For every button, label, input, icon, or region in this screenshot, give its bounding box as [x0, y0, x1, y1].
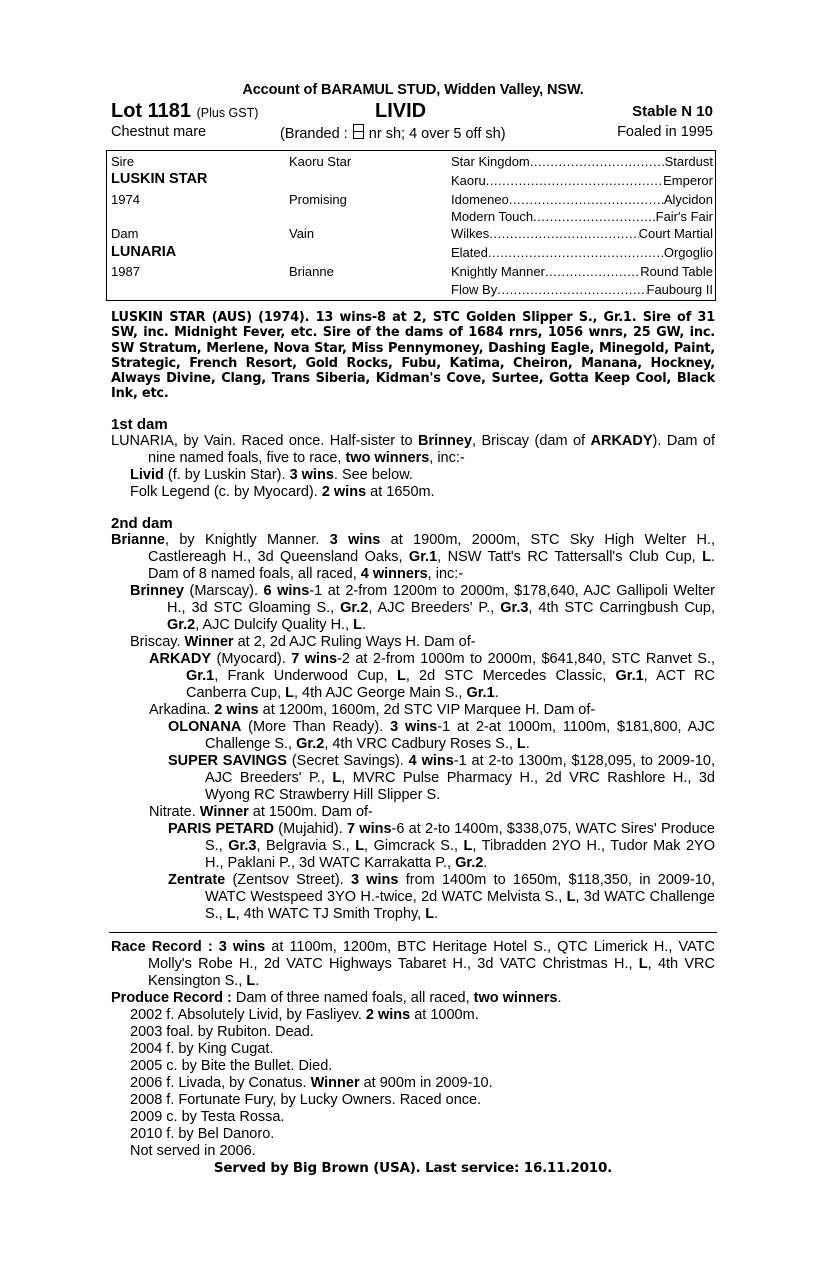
gen3-1-dam: Stardust [664, 154, 713, 169]
sire-dam: Promising [289, 192, 347, 207]
brand-prefix: (Branded : [280, 126, 348, 142]
horse-briscay: Briscay. [130, 633, 185, 650]
grade: L [702, 548, 711, 565]
text: (More Than Ready). [241, 718, 391, 735]
sire-summary: LUSKIN STAR (AUS) (1974). 13 wins-8 at 2, STC Golden Slipper S., Gr.1. Sire of 31 SW, inc. Midnight Fever, etc. Sire of the dams of 1684 rnrs, 1056 wnrs, 25 GW, inc. SW Stratum, Merlene, Nova Star, Miss Pennymoney, Dashing Eagle, Minegold, Paint, Strategic, French Resort, Gold Rocks, Fubu, Katima, Cheiron, Manana, Hockney, Always Divine, Clang, Trans Siberia, Kidman's Cove, Surtee, Gotta Keep Cool, Black Ink, etc. [111, 310, 715, 402]
brand-info [280, 124, 506, 142]
grade: L [396, 667, 406, 684]
horse-brinney: Brinney [418, 432, 473, 449]
text: , Tibradden 2YO H., Tudor Mak 2YO H., Paklani P., 3d WATC Karrakatta P., [205, 837, 715, 871]
text: (Secret Savings). [286, 752, 409, 769]
list-item [111, 467, 715, 484]
text: , Frank Underwood Cup, [214, 667, 397, 684]
sire-sire: Kaoru Star [289, 154, 352, 169]
dam-label: Dam [111, 226, 139, 241]
horse-nitrate: Nitrate. [149, 803, 200, 820]
gen3-2-dam: Emperor [663, 173, 713, 188]
text: , 3d WATC Challenge S., [205, 888, 715, 922]
wins: 3 wins [329, 531, 381, 548]
text: -6 at 2-to 1400m, $338,075, WATC Sires' Produce S., [205, 820, 715, 854]
grade: L [285, 684, 294, 701]
text: . [557, 989, 562, 1006]
grade: L [566, 888, 576, 905]
text: -1 at 2-to 1300m, $128,095, to 2009-10, AJC Breeders' P., [205, 752, 715, 786]
arkadina-para [111, 702, 715, 719]
text: . [362, 616, 367, 633]
text: . [494, 684, 499, 701]
foaled-year: Foaled in 1995 [617, 124, 713, 140]
pedigree-gen3-6 [451, 245, 713, 260]
wins: 2 wins [365, 1006, 411, 1023]
wins: 3 wins [390, 718, 438, 735]
pedigree-table [106, 150, 716, 301]
text: 2002 f. Absolutely Livid, by Fasliyev. [130, 1006, 366, 1023]
brianne-para [111, 532, 715, 583]
super-savings-para [111, 753, 715, 804]
horse-brinney: Brinney [130, 582, 184, 599]
text: . [483, 854, 488, 871]
text: , MVRC Pulse Pharmacy H., 2d VRC Rashlore H., 3d Wyong RC Strawberry Hill Slipper S. [205, 769, 715, 803]
text: at 900m in 2009-10. [359, 1074, 493, 1091]
text: , inc:- [427, 565, 464, 582]
text: -1 at 2-at 1000m, 1100m, $181,800, AJC Challenge S., [205, 718, 715, 752]
gen3-1-sire: Star Kingdom [451, 154, 530, 169]
produce-2006 [111, 1075, 715, 1092]
dam-name: LUNARIA [111, 244, 177, 260]
text: , NSW Tatt's RC Tattersall's Club Cup, [437, 548, 703, 565]
nitrate-para [111, 804, 715, 821]
gen3-5-sire: Wilkes [451, 226, 490, 241]
text: , inc:- [429, 449, 465, 466]
gen3-8-sire: Flow By [451, 282, 498, 297]
brinney-para [111, 583, 715, 634]
briscay-para [111, 634, 715, 651]
text: (Mujahid). [274, 820, 347, 837]
wins: 4 wins [408, 752, 454, 769]
horse-olonana: OLONANA [168, 718, 242, 735]
text: at 1500m. Dam of- [248, 803, 373, 820]
gen3-5-dam: Court Martial [638, 226, 713, 241]
catalogue-page [111, 82, 715, 1176]
pedigree-gen3-3 [451, 192, 713, 207]
grade: L [332, 769, 342, 786]
horse-name: LIVID [375, 100, 427, 122]
sire-year: 1974 [111, 192, 140, 207]
text: . [434, 905, 439, 922]
horse-arkady: ARKADY [149, 650, 212, 667]
produce-2004: 2004 f. by King Cugat. [130, 1040, 274, 1057]
divider [109, 932, 717, 933]
horse-super-savings: SUPER SAVINGS [168, 752, 287, 769]
olonana-para [111, 719, 715, 753]
text: . [255, 972, 260, 989]
grade: L [463, 837, 473, 854]
grade: Gr.3 [500, 599, 529, 616]
grade: L [246, 972, 256, 989]
horse-brianne: Brianne [111, 531, 165, 548]
produce-2005: 2005 c. by Bite the Bullet. Died. [130, 1057, 333, 1074]
text: , 4th STC Carringbush Cup, [528, 599, 715, 616]
wins: 3 wins [350, 871, 399, 888]
wins: 3 wins [218, 938, 266, 955]
horse-arkady: ARKADY [590, 432, 653, 449]
text: . See below. [333, 466, 413, 483]
gen3-3-dam: Alycidon [663, 192, 713, 207]
grade: L [353, 616, 363, 633]
pedigree-gen3-4 [451, 209, 713, 224]
pedigree-gen3-5 [451, 226, 713, 241]
dam-sire: Vain [289, 226, 315, 241]
stable-number: Stable N 10 [632, 103, 713, 120]
winner: Winner [310, 1074, 360, 1091]
horse-arkadina: Arkadina. [149, 701, 215, 718]
grade: Gr.2 [167, 616, 196, 633]
lot-header [111, 100, 715, 124]
text: , 4th VRC Kensington S., [148, 955, 715, 989]
dam-dam: Brianne [289, 264, 334, 279]
pedigree-gen3-7 [451, 264, 713, 279]
text: 2006 f. Livada, by Conatus. [130, 1074, 311, 1091]
text: , AJC Dulcify Quality H., [195, 616, 354, 633]
text: , AJC Breeders' P., [368, 599, 501, 616]
grade: Gr.2 [455, 854, 484, 871]
gen3-8-dam: Faubourg II [646, 282, 713, 297]
paris-petard-para [111, 821, 715, 872]
text: from 1400m to 1650m, $118,350, in 2009-10, WATC Westspeed 3YO H.-twice, 2d WATC Melvista S., [205, 871, 715, 905]
text: (Myocard). [211, 650, 292, 667]
grade: L [355, 837, 365, 854]
gen3-2-sire: Kaoru [451, 173, 486, 188]
text: -1 at 2-from 1200m to 2000m, $178,640, AJC Gallipoli Welter H., 3d STC Gloaming S., [167, 582, 715, 616]
produce-2009: 2009 c. by Testa Rossa. [130, 1108, 285, 1125]
text: at 1000m. [410, 1006, 479, 1023]
gen3-3-sire: Idomeneo [451, 192, 509, 207]
gen3-6-dam: Orgoglio [663, 245, 713, 260]
text: , 4th VRC Cadbury Roses S., [324, 735, 517, 752]
text: . [525, 735, 530, 752]
lot-number-text: Lot 1181 [111, 100, 192, 122]
grade: Gr.1 [408, 548, 438, 565]
produce-2008: 2008 f. Fortunate Fury, by Lucky Owners. Raced once. [130, 1091, 482, 1108]
vendor-account: Account of BARAMUL STUD, Widden Valley, NSW. [242, 82, 584, 98]
grade: Gr.2 [296, 735, 325, 752]
text: , Gimcrack S., [364, 837, 464, 854]
wins: 2 wins [214, 701, 259, 718]
horse-livid: Livid [130, 466, 164, 483]
text: , Briscay (dam of [472, 432, 591, 449]
text: at 1200m, 1600m, 2d STC VIP Marquee H. Dam of- [258, 701, 596, 718]
text: , 4th WATC TJ Smith Trophy, [235, 905, 426, 922]
race-record [111, 939, 715, 990]
text: Folk Legend (c. by Myocard). [130, 483, 322, 500]
winners-count: two winners [345, 449, 430, 466]
pedigree-gen3-1 [451, 154, 713, 169]
lot-subheader [111, 124, 715, 146]
gen3-4-sire: Modern Touch [451, 209, 534, 224]
text: at 1900m, 2000m, STC Sky High Welter H., Castlereagh H., 3d Queensland Oaks, [148, 531, 716, 565]
brand-mark-icon [353, 124, 364, 139]
gen3-7-dam: Round Table [640, 264, 713, 279]
text: Dam of three named foals, all raced, [235, 989, 474, 1006]
zentrate-para [111, 872, 715, 923]
text: LUNARIA, by Vain. Raced once. Half-sister to [111, 432, 419, 449]
text: (Zentsov Street). [225, 871, 351, 888]
grade: L [638, 955, 648, 972]
grade: Gr.1 [615, 667, 644, 684]
text: , ACT RC Canberra Cup, [186, 667, 716, 701]
wins: 2 wins [321, 483, 367, 500]
produce-record-label: Produce Record : [111, 989, 236, 1006]
gen3-7-sire: Knightly Manner [451, 264, 545, 279]
winners-count: two winners [473, 989, 558, 1006]
winner: Winner [184, 633, 234, 650]
gst-note: (Plus GST) [196, 106, 259, 120]
text: -2 at 2-from 1000m to 2000m, $641,840, STC Ranvet S., [337, 650, 716, 667]
second-dam-title: 2nd dam [111, 514, 173, 532]
winners-count: 4 winners [360, 565, 428, 582]
lot-number [111, 100, 258, 123]
colour-sex: Chestnut mare [111, 124, 207, 140]
produce-2010: 2010 f. by Bel Danoro. [130, 1125, 275, 1142]
text: ). Dam of nine named foals, five to race, [148, 432, 716, 466]
wins: 6 wins [263, 582, 310, 599]
served-by-note: Served by Big Brown (USA). Last service: 16.11.2010. [213, 1159, 613, 1176]
gen3-6-sire: Elated [451, 245, 488, 260]
not-served-note: Not served in 2006. [130, 1142, 256, 1159]
sire-label: Sire [111, 154, 135, 169]
produce-2002 [111, 1007, 715, 1024]
pedigree-gen3-8 [451, 282, 713, 297]
list-item [111, 484, 715, 501]
wins: 7 wins [347, 820, 392, 837]
grade: L [516, 735, 526, 752]
produce-2003: 2003 foal. by Rubiton. Dead. [130, 1023, 314, 1040]
wins: 7 wins [291, 650, 338, 667]
dam-year: 1987 [111, 264, 140, 279]
grade: Gr.1 [466, 684, 495, 701]
winner: Winner [199, 803, 249, 820]
arkady-para [111, 651, 715, 702]
text: (f. by Luskin Star). [163, 466, 290, 483]
text: at 1100m, 1200m, BTC Heritage Hotel S., QTC Limerick H., VATC Molly's Robe H., 2d VATC Highways Tabaret H., 3d VATC Christmas H., [148, 938, 716, 972]
brand-suffix: nr sh; 4 over 5 off sh) [368, 126, 506, 142]
text: , 2d STC Mercedes Classic, [405, 667, 616, 684]
race-record-label: Race Record : [111, 938, 219, 955]
grade: L [425, 905, 435, 922]
grade: L [226, 905, 236, 922]
horse-paris-petard: PARIS PETARD [168, 820, 275, 837]
first-dam-para [111, 433, 715, 467]
wins: 3 wins [289, 466, 334, 483]
first-dam-title: 1st dam [111, 415, 168, 433]
text: , by Knightly Manner. [165, 531, 330, 548]
grade: Gr.2 [340, 599, 369, 616]
gen3-4-dam: Fair's Fair [655, 209, 713, 224]
horse-zentrate: Zentrate [168, 871, 226, 888]
text: . Dam of 8 named foals, all raced, [148, 548, 715, 582]
text: , 4th AJC George Main S., [294, 684, 467, 701]
pedigree-gen3-2 [451, 173, 713, 188]
text: , Belgravia S., [256, 837, 356, 854]
grade: Gr.3 [228, 837, 257, 854]
produce-record [111, 990, 715, 1007]
text: at 1650m. [366, 483, 435, 500]
text: at 2, 2d AJC Ruling Ways H. Dam of- [233, 633, 476, 650]
text: (Marscay). [184, 582, 264, 599]
grade: Gr.1 [186, 667, 215, 684]
sire-name: LUSKIN STAR [111, 171, 208, 187]
